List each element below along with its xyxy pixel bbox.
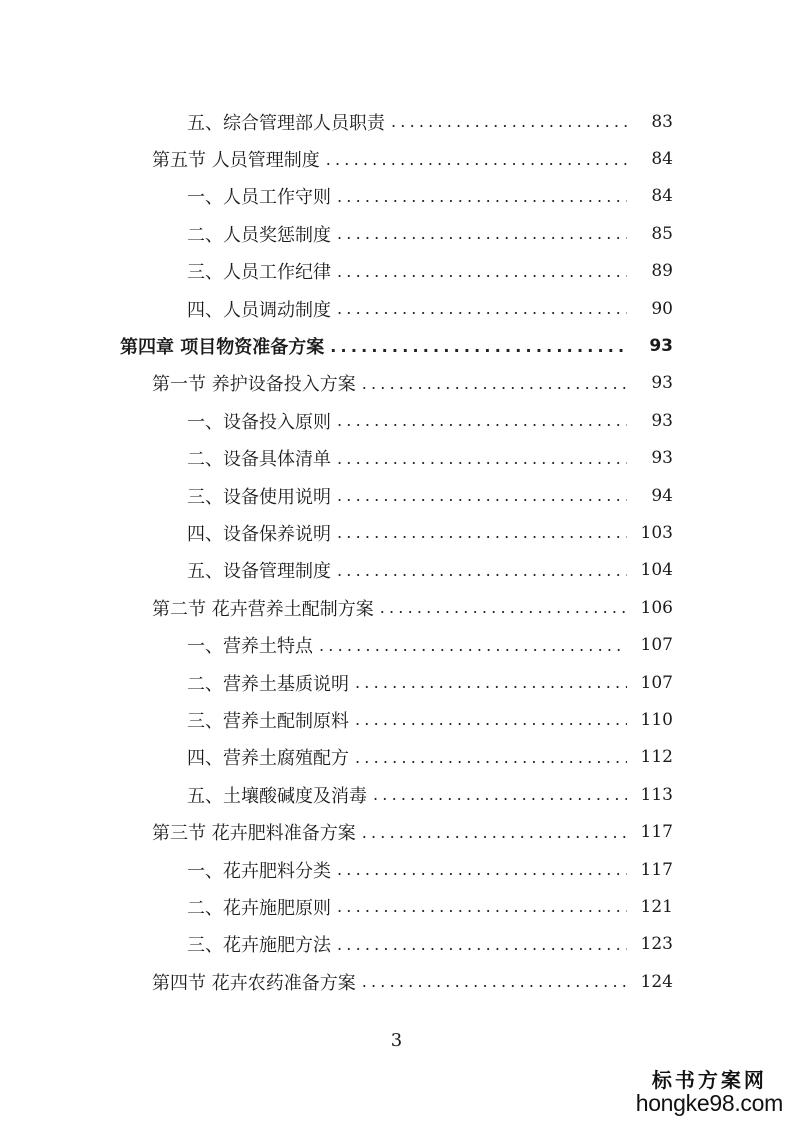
toc-dot-leader — [337, 224, 627, 243]
toc-dot-leader — [380, 598, 627, 617]
toc-entry-title: 四、人员调动制度 — [187, 299, 331, 321]
toc-page-number: 93 — [649, 336, 673, 357]
toc-dot-leader — [355, 748, 627, 767]
toc-subsection-entry[interactable] — [0, 290, 793, 327]
toc-entry-title: 二、设备具体清单 — [187, 449, 331, 471]
toc-entry-title: 第二节 花卉营养土配制方案 — [152, 598, 374, 620]
watermark-logo — [636, 1069, 783, 1116]
toc-subsection-entry[interactable] — [0, 215, 793, 252]
toc-subsection-entry[interactable] — [0, 776, 793, 813]
toc-dot-leader — [337, 523, 627, 542]
toc-entry-title: 五、土壤酸碱度及消毒 — [187, 785, 367, 807]
toc-page-number: 90 — [651, 298, 673, 319]
toc-page-number: 93 — [651, 410, 673, 431]
toc-page-number: 124 — [640, 971, 673, 992]
toc-dot-leader — [337, 411, 627, 430]
toc-page-number: 112 — [640, 747, 673, 768]
toc-entry-title: 一、花卉肥料分类 — [187, 860, 331, 882]
toc-dot-leader — [362, 823, 627, 842]
toc-page-number: 117 — [640, 859, 673, 880]
toc-subsection-entry[interactable] — [0, 926, 793, 963]
toc-page-number: 106 — [640, 597, 673, 618]
toc-page-number: 123 — [640, 934, 673, 955]
toc-dot-leader — [362, 972, 627, 991]
toc-subsection-entry[interactable] — [0, 514, 793, 551]
toc-entry-title: 二、人员奖惩制度 — [187, 224, 331, 246]
toc-subsection-entry[interactable] — [0, 664, 793, 701]
toc-dot-leader — [337, 561, 627, 580]
toc-subsection-entry[interactable] — [0, 178, 793, 215]
toc-entry-title: 二、营养土基质说明 — [187, 673, 349, 695]
watermark-name: 标书方案网 — [651, 1067, 767, 1092]
toc-page-number: 103 — [640, 522, 673, 543]
toc-dot-leader — [337, 897, 627, 916]
toc-dot-leader — [355, 673, 627, 692]
toc-dot-leader — [362, 374, 627, 393]
toc-entry-title: 一、设备投入原则 — [187, 411, 331, 433]
toc-entry-title: 二、花卉施肥原则 — [187, 897, 331, 919]
toc-subsection-entry[interactable] — [0, 440, 793, 477]
toc-section-entry[interactable] — [0, 140, 793, 177]
toc-page-number: 93 — [651, 373, 673, 394]
toc-dot-leader — [330, 337, 627, 356]
toc-page-number: 93 — [651, 448, 673, 469]
toc-entry-title: 五、设备管理制度 — [187, 561, 331, 583]
toc-entry-title: 第四节 花卉农药准备方案 — [152, 972, 356, 994]
toc-entry-title: 第四章 项目物资准备方案 — [120, 337, 325, 359]
toc-dot-leader — [326, 150, 627, 169]
toc-entry-title: 一、人员工作守则 — [187, 187, 331, 209]
toc-entry-title: 三、人员工作纪律 — [187, 262, 331, 284]
toc-dot-leader — [355, 710, 627, 729]
toc-subsection-entry[interactable] — [0, 552, 793, 589]
toc-page-number: 85 — [651, 223, 673, 244]
toc-entry-title: 三、设备使用说明 — [187, 486, 331, 508]
toc-page-number: 83 — [651, 111, 673, 132]
toc-page-number: 84 — [651, 149, 673, 170]
toc-page-number: 84 — [651, 186, 673, 207]
toc-page-number: 121 — [640, 896, 673, 917]
toc-section-entry[interactable] — [0, 365, 793, 402]
toc-entry-title: 五、综合管理部人员职责 — [187, 112, 385, 134]
toc-page-number: 113 — [640, 784, 673, 805]
toc-dot-leader — [391, 112, 627, 131]
toc-entry-title: 四、营养土腐殖配方 — [187, 748, 349, 770]
page-number: 3 — [390, 1030, 403, 1051]
toc-entry-title: 一、营养土特点 — [187, 636, 313, 658]
watermark-url: hongke98.com — [635, 1089, 783, 1116]
toc-section-entry[interactable] — [0, 813, 793, 850]
toc-chapter-entry[interactable] — [0, 327, 793, 364]
toc-dot-leader — [373, 785, 627, 804]
toc-dot-leader — [337, 262, 627, 281]
toc-page-number: 89 — [651, 261, 673, 282]
toc-dot-leader — [337, 187, 627, 206]
toc-entry-title: 三、营养土配制原料 — [187, 710, 349, 732]
toc-dot-leader — [337, 860, 627, 879]
toc-entry-title: 第一节 养护设备投入方案 — [152, 374, 356, 396]
toc-subsection-entry[interactable] — [0, 103, 793, 140]
toc-dot-leader — [319, 636, 627, 655]
toc-dot-leader — [337, 935, 627, 954]
toc-page-number: 117 — [640, 822, 673, 843]
toc-section-entry[interactable] — [0, 963, 793, 1000]
toc-page-number: 104 — [640, 560, 673, 581]
toc-entry-title: 第三节 花卉肥料准备方案 — [152, 823, 356, 845]
table-of-contents — [0, 103, 793, 1000]
toc-subsection-entry[interactable] — [0, 701, 793, 738]
toc-dot-leader — [337, 299, 627, 318]
toc-entry-title: 四、设备保养说明 — [187, 523, 331, 545]
toc-dot-leader — [337, 486, 627, 505]
toc-subsection-entry[interactable] — [0, 739, 793, 776]
toc-subsection-entry[interactable] — [0, 888, 793, 925]
toc-section-entry[interactable] — [0, 589, 793, 626]
toc-page-number: 94 — [651, 485, 673, 506]
toc-page-number: 107 — [640, 672, 673, 693]
toc-subsection-entry[interactable] — [0, 626, 793, 663]
toc-page-number: 107 — [640, 635, 673, 656]
toc-subsection-entry[interactable] — [0, 477, 793, 514]
toc-subsection-entry[interactable] — [0, 851, 793, 888]
toc-entry-title: 三、花卉施肥方法 — [187, 935, 331, 957]
toc-page-number: 110 — [640, 709, 673, 730]
toc-entry-title: 第五节 人员管理制度 — [152, 150, 320, 172]
toc-dot-leader — [337, 449, 627, 468]
toc-subsection-entry[interactable] — [0, 402, 793, 439]
toc-subsection-entry[interactable] — [0, 253, 793, 290]
